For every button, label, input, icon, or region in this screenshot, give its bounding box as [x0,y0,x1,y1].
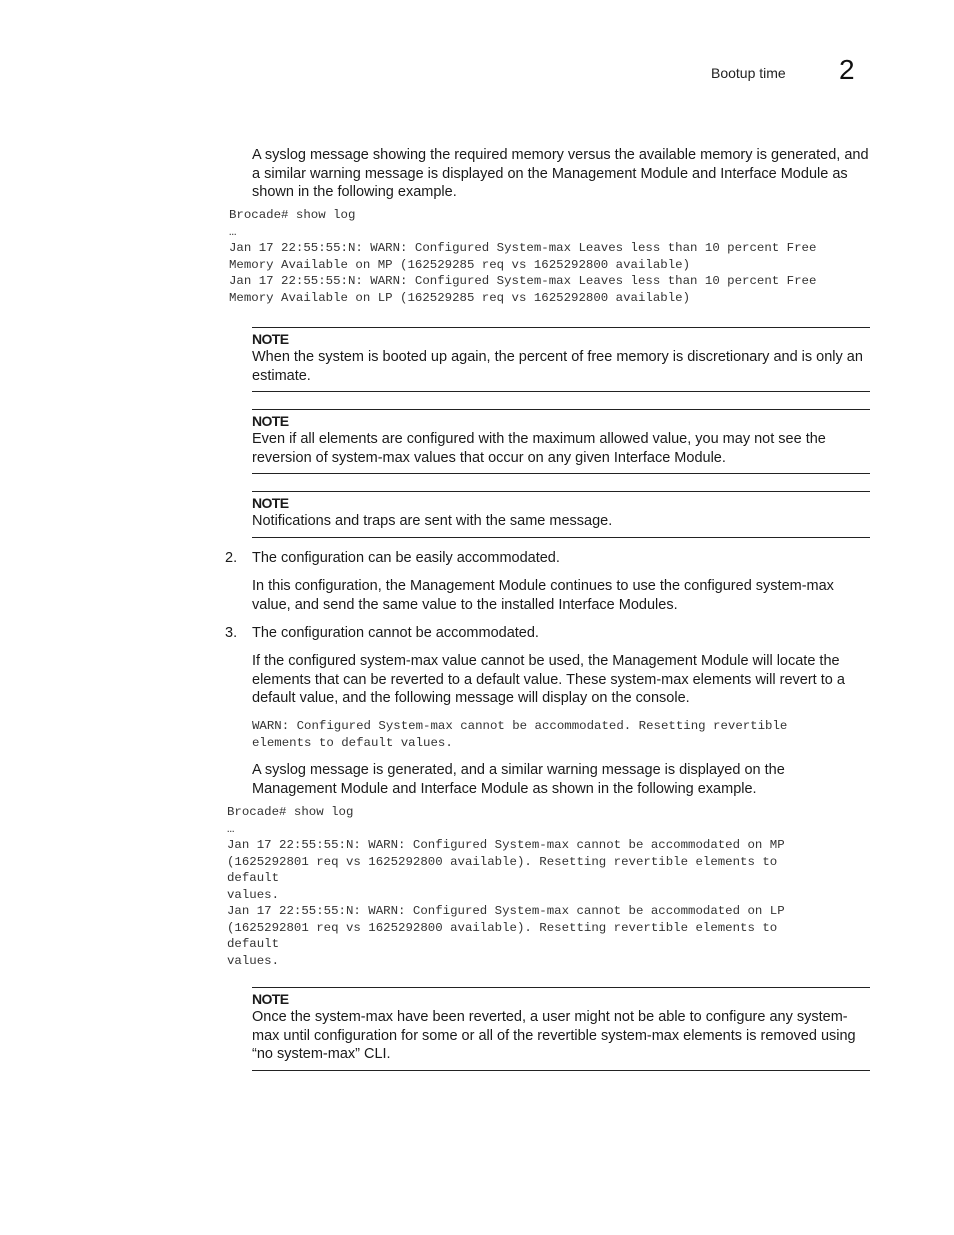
code-line: … [229,224,237,239]
note-title: NOTE [252,413,289,429]
code-line: Brocade# show log [229,208,356,222]
step-number: 3. [225,625,238,641]
note-title: NOTE [252,331,289,347]
code-line: default [227,937,280,951]
section-title: Bootup time [711,65,786,81]
code-line: (1625292801 req vs 1625292800 available). Resetting revertible elements to [227,920,778,935]
step-number: 2. [225,550,238,566]
code-line: Memory Available on MP (162529285 req vs 1625292800 available) [229,257,691,272]
code-line: WARN: Configured System-max cannot be accommodated. Resetting revertible [252,719,788,733]
intro-paragraph: A syslog message showing the required memory versus the available memory is generated, and a similar warning message is displayed on the Management Module and Interface Module as shown in the following example. [252,147,869,201]
note-box [252,409,870,474]
note-box [252,491,870,538]
code-line: (1625292801 req vs 1625292800 available). Resetting revertible elements to [227,854,778,869]
code-line: Brocade# show log [227,805,354,819]
note-body: When the system is booted up again, the percent of free memory is discretionary and is only an estimate. [252,349,863,384]
step-heading: The configuration can be easily accommodated. [252,550,560,566]
code-block-show-log-1 [229,207,816,306]
chapter-number: 2 [839,54,855,85]
code-line: Memory Available on LP (162529285 req vs 1625292800 available) [229,290,691,305]
code-line: default [227,871,280,885]
note-box [252,987,870,1071]
code-block-show-log-2 [227,804,785,969]
step-detail: In this configuration, the Management Module continues to use the configured system-max value, and send the same value to the installed Interface Modules. [252,578,834,613]
note-body: Once the system-max have been reverted, a user might not be able to configure any system-max until configuration for some or all of the revertible system-max elements is removed using “no system-max” CLI. [252,1009,856,1063]
note-title: NOTE [252,991,289,1007]
code-line: values. [227,887,280,902]
step-heading: The configuration cannot be accommodated. [252,625,539,641]
console-message [252,718,787,751]
code-line: Jan 17 22:55:55:N: WARN: Configured System-max Leaves less than 10 percent Free [229,241,817,255]
note-title: NOTE [252,495,289,511]
note-box [252,327,870,392]
code-line: values. [227,953,280,968]
note-body: Notifications and traps are sent with the same message. [252,513,613,529]
code-line: … [227,821,235,836]
step-detail: If the configured system-max value cannot be used, the Management Module will locate the elements that can be reverted to a default value. These system-max elements will revert to a default value, and the following message will display on the console. [252,653,845,707]
code-line: elements to default values. [252,735,453,750]
code-line: Jan 17 22:55:55:N: WARN: Configured System-max Leaves less than 10 percent Free [229,274,817,288]
note-body: Even if all elements are configured with the maximum allowed value, you may not see the reversion of system-max values that occur on any given Interface Module. [252,431,826,466]
syslog-paragraph: A syslog message is generated, and a similar warning message is displayed on the Management Module and Interface Module as shown in the following example. [252,762,785,797]
code-line: Jan 17 22:55:55:N: WARN: Configured System-max cannot be accommodated on LP [227,904,785,918]
code-line: Jan 17 22:55:55:N: WARN: Configured System-max cannot be accommodated on MP [227,838,785,852]
